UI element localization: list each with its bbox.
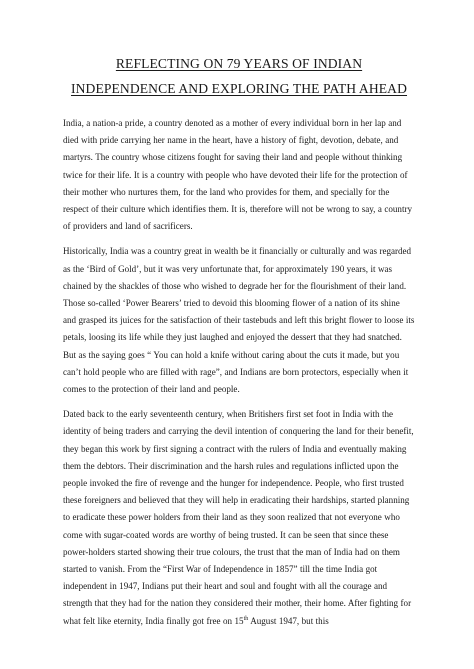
- title-line-1: REFLECTING ON 79 YEARS OF INDIAN: [115, 56, 363, 71]
- paragraph-3-text: Dated back to the early seventeenth century, when Britishers first set foot in India with the identity of being traders and carrying the devil intention of conquering the land for their benefit, they began this work by first signing a contract with the rulers of India and eventually making them the debtors. Their discrimination and the harsh rules and regulations inflicted upon the people invoked the fire of revenge and the hunger for independence. People, who first trusted these foreigners and believed that they will help in eradicating their hardships, started planning to eradicate these power holders from their land as they soon realized that not everyone who come with sugar-coated words are worthy of being trusted. It can be seen that since these power-holders started showing their true colours, the trust that the man of India had on them started to vanish. From the “First War of Independence in 1857” till the time India got independent in 1947, Indians put their heart and soul and fought with all the courage and strength that they had for the nation they considered their mother, their home. After fighting for what felt like eternity, India finally got free on 15: [63, 409, 414, 626]
- paragraph-3: [63, 406, 415, 630]
- ordinal-superscript: th: [243, 615, 249, 622]
- paragraph-3-text-end: August 1947, but this: [248, 615, 329, 626]
- document-page: [63, 56, 415, 630]
- paragraph-1: India, a nation-a pride, a country denoted as a mother of every individual born in her lap and died with pride carrying her name in the heart, have a history of fight, devotion, debate, and martyrs. The country whose citizens fought for saving their land and people without thinking twice for their life. It is a country with people who have devoted their life for the protection of their mother who nurtures them, for the land who provides for them, and specially for the respect of their culture which identifies them. It is, therefore will not be wrong to say, a country of providers and land of sacrificers.: [63, 118, 413, 232]
- title-line-2: INDEPENDENCE AND EXPLORING THE PATH AHEAD: [70, 81, 408, 96]
- paragraph-2: Historically, India was a country great in wealth be it financially or culturally and was regarded as the ‘Bird of Gold’, but it was very unfortunate that, for approximately 190 years, it was chained by the shackles of those who wished to degrade her for the flourishment of their land. Those so-called ‘Power Bearers’ tried to devoid this blooming flower of a nation of its shine and grasped its juices for the satisfaction of their tastebuds and left this bright flower to loose its petals, loosing its life while they just laughed and enjoyed the dessert that they had snatched. But as the saying goes “ You can hold a knife without caring about the cuts it made, but you can’t hold people who are filled with rage”, and Indians are born protectors, especially when it comes to the protection of their land and people.: [63, 246, 415, 395]
- document-title: [63, 56, 415, 96]
